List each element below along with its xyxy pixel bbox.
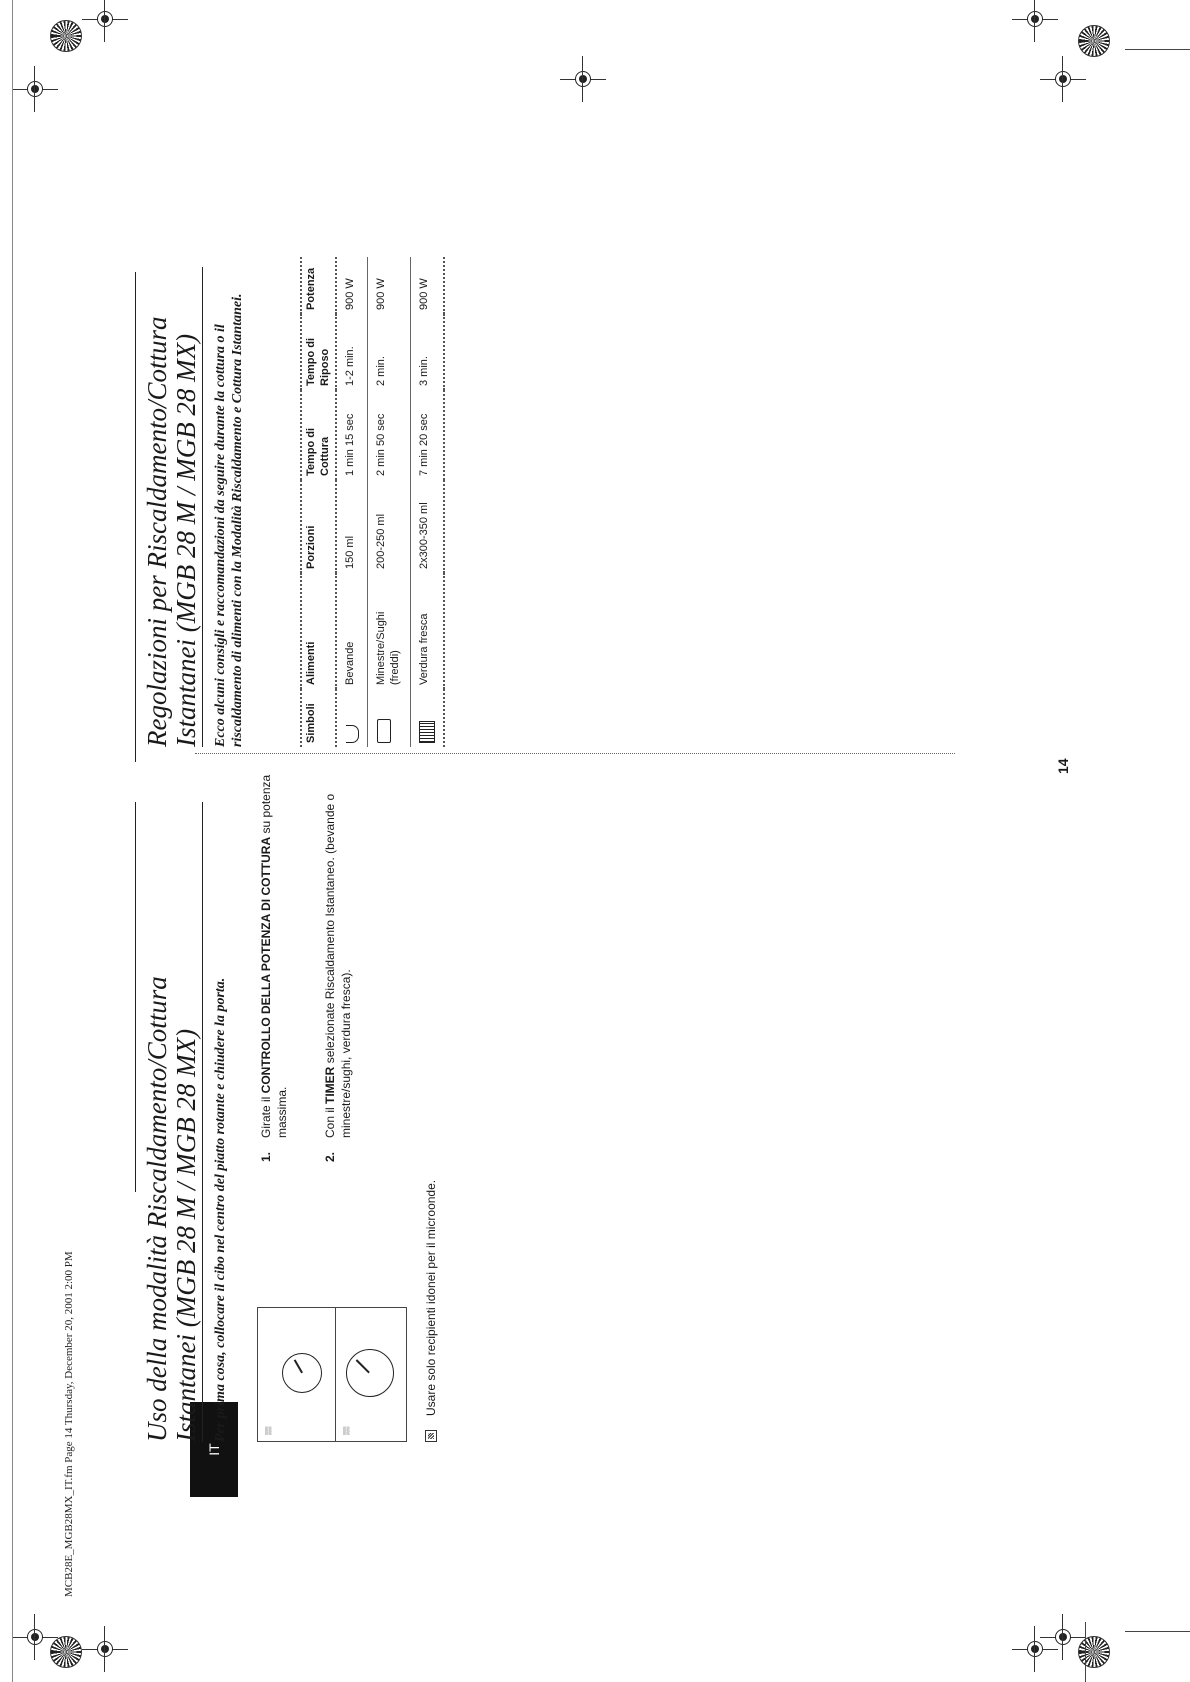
registration-rose-mark: [1078, 25, 1110, 57]
column-separator: [195, 753, 955, 754]
step-text: [322, 762, 354, 1138]
registration-crosshair-mark: [1012, 0, 1058, 42]
table-row: [336, 257, 368, 747]
step-bold: CONTROLLO DELLA POTENZA DI COTTURA: [259, 836, 273, 1094]
bowl-icon: [377, 719, 391, 743]
timer-knob-icon: [346, 1349, 394, 1397]
potenza-cell: 900 W: [418, 278, 430, 310]
note-text: Usare solo recipienti idonei per il microonde.: [424, 1179, 438, 1416]
symbol-cell: [368, 689, 411, 747]
title-bottom-rule: [202, 802, 203, 1442]
riposo-cell: 2 min.: [375, 356, 387, 386]
timer-illustration: [335, 1307, 407, 1442]
step-number: 1.: [259, 1151, 273, 1162]
cottura-cell: 1 min 15 sec: [344, 413, 356, 476]
file-header: MCB28E_MGB28MX_IT.fm Page 14 Thursday, December 20, 2001 2:00 PM: [63, 1251, 75, 1597]
left-section-header: [143, 802, 201, 1442]
cottura-cell: 7 min 20 sec: [418, 413, 430, 476]
illustration-hatch: ▒▒: [344, 1426, 350, 1435]
step-text-a: Con il: [323, 1103, 337, 1138]
right-title-line1: Regolazioni per Riscaldamento/Cottura: [142, 316, 172, 747]
symbol-cell: [336, 689, 368, 747]
step-2: [322, 762, 354, 1162]
trim-line: [1125, 1631, 1190, 1632]
porzioni-cell: 200-250 ml: [375, 513, 387, 569]
registration-crosshair-mark: [82, 1626, 128, 1672]
header-tempo-riposo-1: Tempo di: [305, 337, 317, 386]
page-number: 14: [1055, 758, 1071, 774]
registration-crosshair-mark: [12, 66, 58, 112]
header-porzioni: Porzioni: [305, 525, 317, 569]
right-section-header: [143, 127, 201, 747]
settings-table: [300, 257, 445, 747]
potenza-cell: 900 W: [344, 278, 356, 310]
header-alimenti: Alimenti: [305, 641, 317, 685]
title-top-rule: [135, 272, 136, 762]
header-simboli: Simboli: [305, 703, 317, 743]
cup-icon: [346, 725, 359, 743]
porzioni-cell: 2x300-350 ml: [418, 502, 430, 569]
step-text-b: su potenza massima.: [259, 774, 289, 1138]
header-potenza: Potenza: [305, 267, 317, 310]
right-title-line2: Istantanei (MGB 28 M / MGB 28 MX): [171, 333, 201, 747]
microwave-note: [423, 682, 439, 1442]
alimenti-cell: Minestre/Sughi (freddi): [375, 611, 401, 685]
header-tempo-cottura-1: Tempo di: [305, 427, 317, 476]
registration-crosshair-mark: [560, 56, 606, 102]
step-1: [258, 762, 290, 1162]
table-header-row: [301, 257, 336, 747]
left-intro: Per prima cosa, collocare il cibo nel centro del piatto rotante e chiudere la porta.: [213, 977, 228, 1442]
cottura-cell: 2 min 50 sec: [375, 413, 387, 476]
left-title-line2: Istantanei (MGB 28 M / MGB 28 MX): [171, 1028, 201, 1442]
alimenti-cell: Verdura fresca: [418, 613, 430, 685]
potenza-cell: 900 W: [375, 278, 387, 310]
note-icon: [425, 1430, 437, 1442]
language-tab: IT: [190, 1402, 238, 1497]
riposo-cell: 3 min.: [418, 356, 430, 386]
right-section-title: [143, 127, 201, 747]
left-title-line1: Uso della modalità Riscaldamento/Cottura: [142, 976, 172, 1442]
title-bottom-rule: [202, 267, 203, 747]
step-text: [258, 762, 290, 1138]
step-bold: TIMER: [323, 1066, 337, 1104]
power-control-illustration: [257, 1307, 347, 1442]
left-section-title: [143, 802, 201, 1442]
symbol-cell: [411, 689, 445, 747]
step-text-a: Girate il: [259, 1093, 273, 1138]
registration-crosshair-mark: [82, 0, 128, 42]
registration-rose-mark: [1078, 1636, 1110, 1668]
header-tempo-cottura: [301, 390, 336, 480]
porzioni-cell: 150 ml: [344, 535, 356, 569]
vegetables-icon: [419, 721, 435, 743]
registration-rose-mark: [50, 20, 82, 52]
power-knob-icon: [282, 1353, 322, 1393]
step-list: [258, 762, 386, 1162]
right-intro: Ecco alcuni consigli e raccomandazioni da seguire durante la cottura o il riscaldamento di alimenti con la Modalità Riscaldamento e Cottura Istantanei.: [213, 293, 245, 747]
registration-crosshair-mark: [1040, 56, 1086, 102]
riposo-cell: 1-2 min.: [344, 346, 356, 386]
step-number: 2.: [323, 1151, 337, 1162]
alimenti-cell: Bevande: [344, 641, 356, 685]
trim-line: [1085, 1622, 1086, 1682]
trim-line: [12, 0, 13, 1682]
header-tempo-cottura-2: Cottura: [319, 436, 331, 476]
title-top-rule: [135, 802, 136, 1192]
trim-line: [1125, 49, 1190, 50]
illustration-hatch: ▒▒: [266, 1426, 272, 1435]
table-row: [368, 257, 411, 747]
header-tempo-riposo: [301, 314, 336, 390]
header-tempo-riposo-2: Riposo: [319, 348, 331, 386]
table-row: [411, 257, 445, 747]
registration-crosshair-mark: [12, 1614, 58, 1660]
step-text-b: selezionate Riscaldamento Istantaneo. (bevande o minestre/sughi, verdura fresca).: [323, 793, 353, 1138]
